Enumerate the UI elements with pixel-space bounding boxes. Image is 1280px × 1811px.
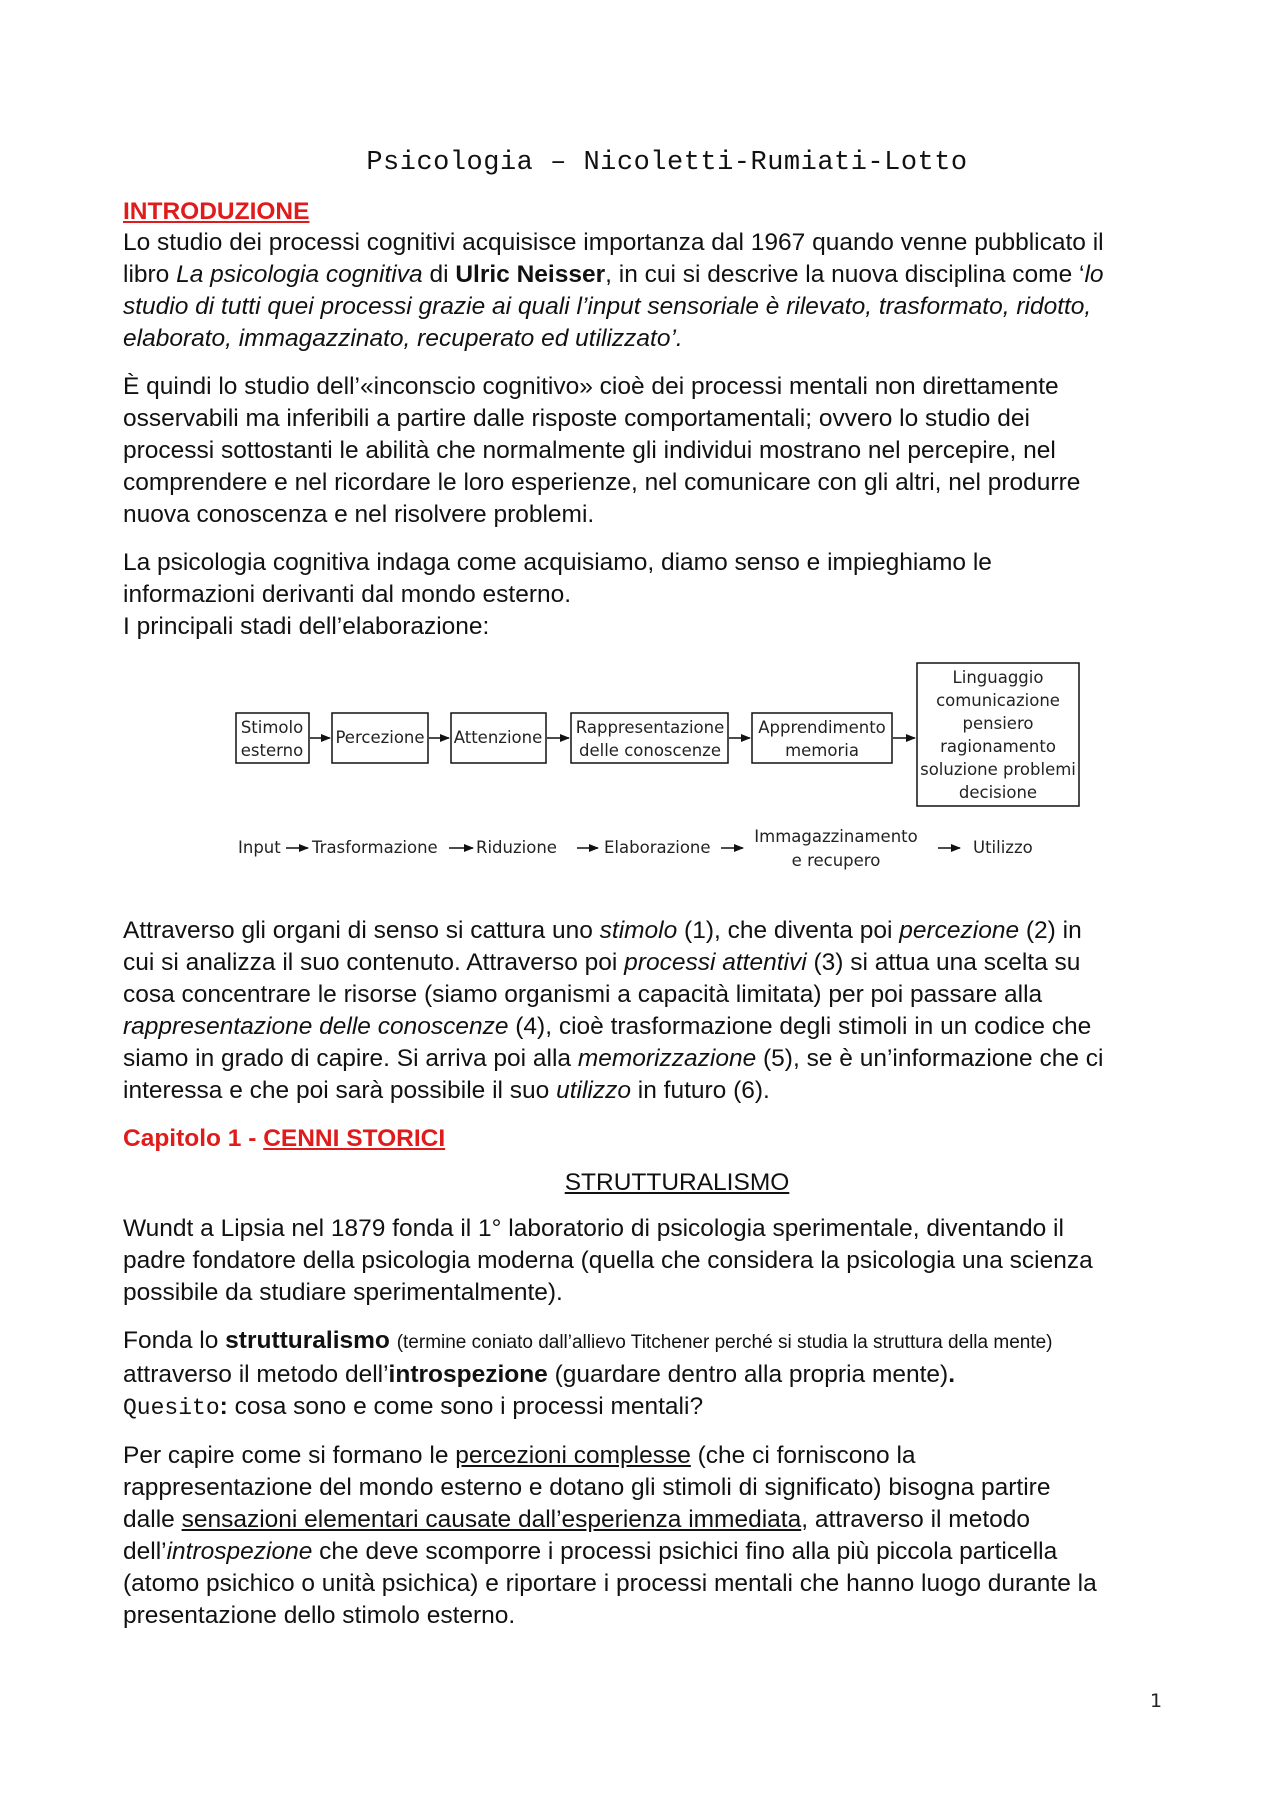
text-line: informazioni derivanti dal mondo esterno. xyxy=(123,581,572,608)
text-line: processi sottostanti le abilità che normalmente gli individui mostrano nel percepire, nel xyxy=(123,437,1056,464)
text-line: rappresentazione del mondo esterno e dotano gli stimoli di significato) bisogna partire xyxy=(123,1474,1051,1501)
text-run: introspezione xyxy=(388,1361,548,1388)
text-run: (2) in xyxy=(1019,917,1082,944)
text-run: che deve scomporre i processi psichici fino alla più piccola particella xyxy=(312,1538,1058,1565)
stage-label: Elaborazione xyxy=(604,838,711,857)
text-line: (atomo psichico o unità psichica) e riportare i processi mentali che hanno luogo durante la xyxy=(123,1570,1097,1597)
text-run: percezione xyxy=(899,917,1020,944)
box-text: ragionamento xyxy=(940,737,1056,756)
text-run: libro xyxy=(123,261,177,288)
text-line: nuova conoscenza e nel risolvere problemi. xyxy=(123,501,595,528)
text-run: (3) si attua una scelta su xyxy=(806,949,1081,976)
text-run: stimolo xyxy=(599,917,678,944)
text-run: di xyxy=(422,261,456,288)
box-text: Apprendimento xyxy=(758,718,886,737)
text-line: padre fondatore della psicologia moderna (quella che considera la psicologia una scienza xyxy=(123,1247,1093,1274)
box-text: Linguaggio xyxy=(952,668,1044,687)
text-line: comprendere e nel ricordare le loro esperienze, nel comunicare con gli altri, nel produrre xyxy=(123,469,1081,496)
text-run: , attraverso il metodo xyxy=(801,1506,1031,1533)
text-line: È quindi lo studio dell’«inconscio cognitivo» cioè dei processi mentali non direttamente xyxy=(123,373,1059,400)
text-run: Attraverso gli organi di senso si cattura uno xyxy=(123,917,600,944)
text-run: Per capire come si formano le xyxy=(123,1442,456,1469)
text-line: presentazione dello stimolo esterno. xyxy=(123,1602,516,1629)
book-title: La psicologia cognitiva xyxy=(176,261,423,288)
text-run: rappresentazione delle conoscenze xyxy=(123,1013,509,1040)
text-run: processi attentivi xyxy=(624,949,807,976)
text-run: utilizzo xyxy=(556,1077,631,1104)
text-line: Lo studio dei processi cognitivi acquisisce importanza dal 1967 quando venne pubblicato il xyxy=(123,229,1104,256)
text-run: cui si analizza il suo contenuto. Attraverso poi xyxy=(123,949,625,976)
text-run: percezioni complesse xyxy=(455,1442,691,1469)
box-text: Percezione xyxy=(335,728,425,747)
stage-label: e recupero xyxy=(791,851,881,870)
box-text: soluzione problemi xyxy=(920,760,1076,779)
text-run: Quesito xyxy=(123,1395,220,1421)
text-run: (guardare dentro alla propria mente) xyxy=(547,1361,949,1388)
box-text: esterno xyxy=(240,741,304,760)
stage-label: Riduzione xyxy=(476,838,557,857)
text-run: , in cui si descrive la nuova disciplina come ‘ xyxy=(605,261,1085,288)
text-line: I principali stadi dell’elaborazione: xyxy=(123,613,490,640)
intro-heading: INTRODUZIONE xyxy=(123,198,310,225)
text-run: (termine coniato dall’allievo Titchener perché si studia la struttura della mente) xyxy=(396,1332,1053,1353)
text-run: memorizzazione xyxy=(577,1045,757,1072)
box-text: pensiero xyxy=(962,714,1034,733)
section-heading: STRUTTURALISMO xyxy=(564,1169,790,1196)
text-run: (5), se è un’informazione che ci xyxy=(756,1045,1104,1072)
stage-label: Immagazzinamento xyxy=(754,827,918,846)
box-text: Attenzione xyxy=(453,728,543,747)
text-run: : xyxy=(219,1393,228,1420)
text-run: dalle xyxy=(123,1506,182,1533)
text-run: dell’ xyxy=(123,1538,167,1565)
text-run: sensazioni elementari causate dall’esperienza immediata xyxy=(181,1506,802,1533)
text-run: . xyxy=(948,1361,956,1388)
text-run: (4), cioè trasformazione degli stimoli in un codice che xyxy=(508,1013,1092,1040)
text-run: siamo in grado di capire. Si arriva poi alla xyxy=(123,1045,578,1072)
stage-label: Input xyxy=(238,838,281,857)
chapter-name: CENNI STORICI xyxy=(263,1125,446,1152)
quote-run: lo xyxy=(1084,261,1104,288)
text-run: (che ci forniscono la xyxy=(690,1442,916,1469)
text-run: strutturalismo xyxy=(225,1327,390,1354)
box-text: memoria xyxy=(785,741,859,760)
box-text: delle conoscenze xyxy=(579,741,721,760)
text-run: interessa e che poi sarà possibile il suo xyxy=(123,1077,557,1104)
page-number: 1 xyxy=(1150,1690,1163,1712)
box-text: Stimolo xyxy=(240,718,304,737)
text-run: attraverso il metodo dell’ xyxy=(123,1361,389,1388)
author-name: Ulric Neisser xyxy=(455,261,606,288)
text-line: osservabili ma inferibili a partire dalle risposte comportamentali; ovvero lo studio dei xyxy=(123,405,1030,432)
box-text: decisione xyxy=(958,783,1038,802)
box-text: comunicazione xyxy=(936,691,1060,710)
box-text: Rappresentazione xyxy=(575,718,725,737)
text-run: cosa sono e come sono i processi mentali? xyxy=(227,1393,704,1420)
text-run: in futuro (6). xyxy=(630,1077,770,1104)
text-run: Fonda lo xyxy=(123,1327,226,1354)
text-run: (1), che diventa poi xyxy=(677,917,900,944)
quote-line: studio di tutti quei processi grazie ai quali l’input sensoriale è rilevato, trasformato, ridotto, xyxy=(123,293,1092,320)
text-line: possibile da studiare sperimentalmente). xyxy=(123,1279,563,1306)
text-run: introspezione xyxy=(166,1538,313,1565)
quote-line: elaborato, immagazzinato, recuperato ed utilizzato’. xyxy=(123,325,683,352)
stage-label: Trasformazione xyxy=(312,838,438,857)
document-title: Psicologia – Nicoletti-Rumiati-Lotto xyxy=(366,148,968,178)
text-line: Wundt a Lipsia nel 1879 fonda il 1° laboratorio di psicologia sperimentale, diventando il xyxy=(123,1215,1064,1242)
text-line: La psicologia cognitiva indaga come acquisiamo, diamo senso e impieghiamo le xyxy=(123,549,992,576)
chapter-prefix: Capitolo 1 - xyxy=(123,1125,264,1152)
text-line: cosa concentrare le risorse (siamo organismi a capacità limitata) per poi passare alla xyxy=(123,981,1043,1008)
stage-label: Utilizzo xyxy=(973,838,1033,857)
